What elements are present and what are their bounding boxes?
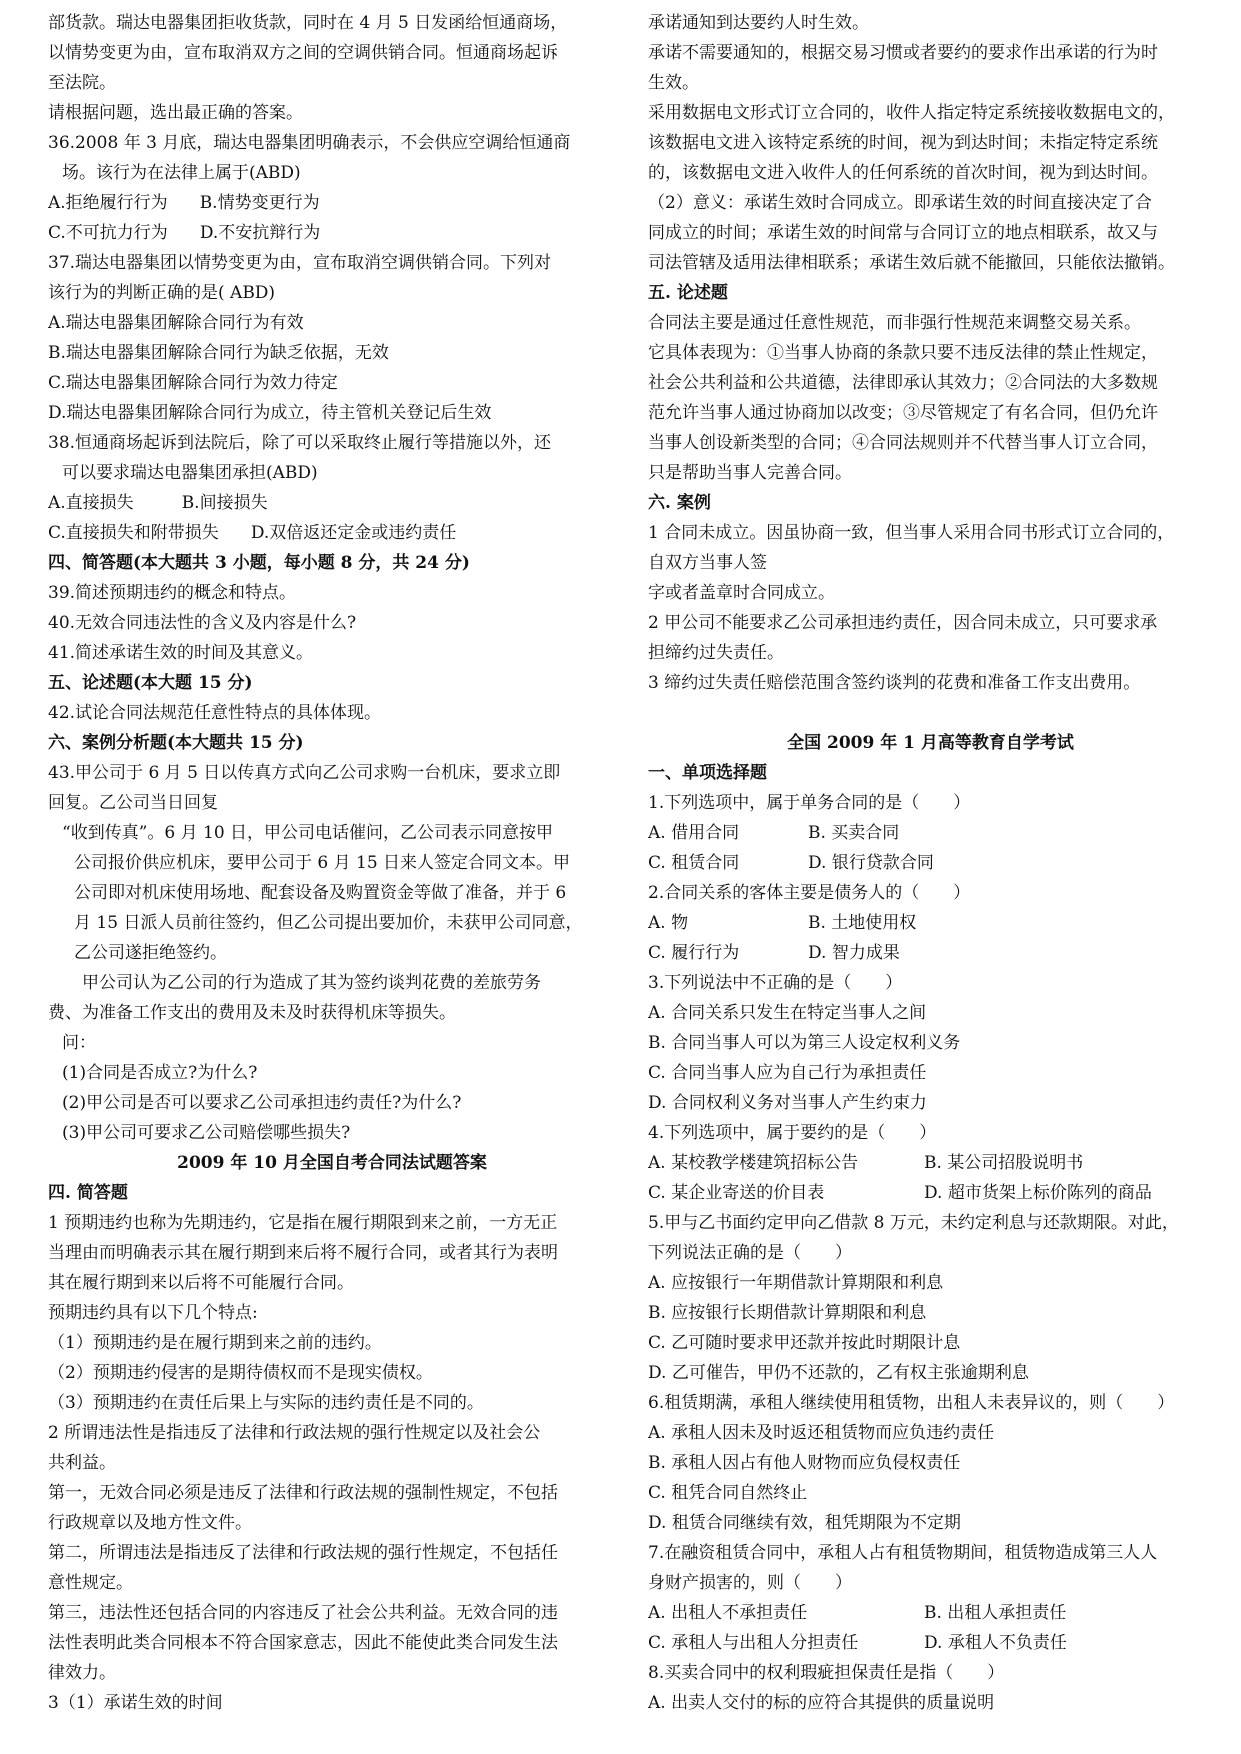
question-43: 43.甲公司于 6 月 5 日以传真方式向乙公司求购一台机床，要求立即: [48, 763, 561, 783]
option-d: D. 超市货架上标价陈列的商品: [924, 1183, 1152, 1203]
text-line: 回复。乙公司当日回复: [48, 793, 218, 813]
option-b: B. 出租人承担责任: [924, 1603, 1067, 1623]
text-line: 意性规定。: [48, 1573, 133, 1593]
text-line: 行政规章以及地方性文件。: [48, 1513, 252, 1533]
option-b: B. 某公司招股说明书: [924, 1153, 1084, 1173]
text-line: 生效。: [648, 73, 699, 93]
question-36-options-cd: [48, 218, 616, 248]
option-b: B.间接损失: [181, 493, 268, 513]
text-line: 公司报价供应机床，要甲公司于 6 月 15 日来人签定合同文本。甲: [74, 853, 571, 873]
question-41: 41.简述承诺生效的时间及其意义。: [48, 643, 314, 663]
text-line: 范允许当事人通过协商加以改变；③尽管规定了有名合同，但仍允许: [648, 403, 1158, 423]
text-line: 2 所谓违法性是指违反了法律和行政法规的强行性规定以及社会公: [48, 1423, 541, 1443]
text-line: 共利益。: [48, 1453, 116, 1473]
option-c: C. 租凭合同自然终止: [648, 1483, 808, 1503]
text-line: 至法院。: [48, 73, 116, 93]
option-c: C. 某企业寄送的价目表: [648, 1183, 825, 1203]
question-39: 39.简述预期违约的概念和特点。: [48, 583, 297, 603]
option-c: C.直接损失和附带损失: [48, 523, 219, 543]
option-a: A. 承租人因未及时返还租赁物而应负违约责任: [648, 1423, 995, 1443]
text-line: 采用数据电文形式订立合同的，收件人指定特定系统接收数据电文的，: [648, 103, 1175, 123]
text-line: （2）意义：承诺生效时合同成立。即承诺生效的时间直接决定了合: [648, 193, 1152, 213]
text-line: 的，该数据电文进入收件人的任何系统的首次时间，视为到达时间。: [648, 163, 1158, 183]
question-38-options-cd: [48, 518, 616, 548]
section-heading: 六、案例分析题(本大题共 15 分): [48, 733, 304, 753]
text-line: 承诺通知到达要约人时生效。: [648, 13, 869, 33]
question-7: 7.在融资租赁合同中，承租人占有租赁物期间，租赁物造成第三人人: [648, 1543, 1158, 1563]
text-line: （2）预期违约侵害的是期待债权而不是现实债权。: [48, 1363, 433, 1383]
option-b: B.情势变更行为: [199, 193, 320, 213]
option-a: A.瑞达电器集团解除合同行为有效: [48, 313, 304, 333]
option-c: C. 乙可随时要求甲还款并按此时期限计息: [648, 1333, 961, 1353]
right-column: [648, 8, 1213, 1718]
text-line: 自双方当事人签: [648, 553, 767, 573]
text-line: （1）预期违约是在履行期到来之前的违约。: [48, 1333, 382, 1353]
question-1-options-cd: [648, 848, 1213, 878]
question-36: 36.2008 年 3 月底，瑞达电器集团明确表示，不会供应空调给恒通商: [48, 133, 571, 153]
section-heading: 四、简答题(本大题共 3 小题，每小题 8 分，共 24 分): [48, 553, 470, 573]
question-2-options-cd: [648, 938, 1213, 968]
option-c: C. 履行行为: [648, 943, 740, 963]
section-heading: 六. 案例: [648, 493, 711, 513]
question-7-cont: 身财产损害的，则（ ）: [648, 1573, 852, 1593]
question-7-options-cd: [648, 1628, 1213, 1658]
option-a: A. 出租人不承担责任: [648, 1603, 808, 1623]
option-b: B. 承租人因占有他人财物而应负侵权责任: [648, 1453, 961, 1473]
text-line: 1 合同未成立。因虽协商一致，但当事人采用合同书形式订立合同的，: [648, 523, 1175, 543]
text-line: 部货款。瑞达电器集团拒收货款，同时在 4 月 5 日发函给恒通商场，: [48, 13, 568, 33]
text-line: 司法管辖及适用法律相联系；承诺生效后就不能撤回，只能依法撤销。: [648, 253, 1175, 273]
text-line: 该数据电文进入该特定系统的时间，视为到达时间；未指定特定系统: [648, 133, 1158, 153]
text-line: 字或者盖章时合同成立。: [648, 583, 835, 603]
text-line: 公司即对机床使用场地、配套设备及购置资金等做了准备，并于 6: [74, 883, 567, 903]
text-line: 甲公司认为乙公司的行为造成了其为签约谈判花费的差旅劳务: [82, 973, 541, 993]
text-line: 担缔约过失责任。: [648, 643, 784, 663]
text-line: 请根据问题，选出最正确的答案。: [48, 103, 303, 123]
text-line: 律效力。: [48, 1663, 116, 1683]
option-d: D. 智力成果: [808, 943, 900, 963]
text-line: 承诺不需要通知的，根据交易习惯或者要约的要求作出承诺的行为时: [648, 43, 1158, 63]
text-line: “收到传真”。6 月 10 日，甲公司电话催问，乙公司表示同意按甲: [62, 823, 554, 843]
question-6: 6.租赁期满，承租人继续使用租赁物，出租人未表异议的，则（ ）: [648, 1393, 1175, 1413]
option-a: A. 出卖人交付的标的应符合其提供的质量说明: [648, 1693, 995, 1713]
question-40: 40.无效合同违法性的含义及内容是什么?: [48, 613, 357, 633]
option-b: B. 买卖合同: [808, 823, 900, 843]
question-37-cont: 该行为的判断正确的是( ABD): [48, 283, 276, 303]
text-line: 第二，所谓违法是指违反了法律和行政法规的强行性规定，不包括任: [48, 1543, 558, 1563]
option-c: C. 租赁合同: [648, 853, 740, 873]
text-line: 其在履行期到来以后将不可能履行合同。: [48, 1273, 354, 1293]
text-line: 3 缔约过失责任赔偿范围含签约谈判的花费和准备工作支出费用。: [648, 673, 1141, 693]
text-line: 以情势变更为由，宣布取消双方之间的空调供销合同。恒通商场起诉: [48, 43, 558, 63]
text-line: 合同法主要是通过任意性规范，而非强行性规范来调整交易关系。: [648, 313, 1141, 333]
text-line: 第三，违法性还包括合同的内容违反了社会公共利益。无效合同的违: [48, 1603, 558, 1623]
option-c: C. 承租人与出租人分担责任: [648, 1633, 859, 1653]
question-item: (2)甲公司是否可以要求乙公司承担违约责任?为什么?: [62, 1093, 462, 1113]
option-d: D. 乙可催告，甲仍不还款的，乙有权主张逾期利息: [648, 1363, 1029, 1383]
question-36-cont: 场。该行为在法律上属于(ABD): [62, 163, 301, 183]
text-line: 它具体表现为：①当事人协商的条款只要不违反法律的禁止性规定，: [648, 343, 1158, 363]
question-item: (1)合同是否成立?为什么?: [62, 1063, 258, 1083]
option-d: D. 租赁合同继续有效，租凭期限为不定期: [648, 1513, 961, 1533]
question-4: 4.下列选项中，属于要约的是（ ）: [648, 1123, 937, 1143]
exam-title: 全国 2009 年 1 月高等教育自学考试: [787, 733, 1074, 753]
text-line: 当事人创设新类型的合同；④合同法规则并不代替当事人订立合同，: [648, 433, 1158, 453]
option-d: D. 承租人不负责任: [924, 1633, 1067, 1653]
question-7-options-ab: [648, 1598, 1213, 1628]
text-line: 当理由而明确表示其在履行期到来后将不履行合同，或者其行为表明: [48, 1243, 558, 1263]
question-1-options-ab: [648, 818, 1213, 848]
section-heading: 五、论述题(本大题 15 分): [48, 673, 253, 693]
answer-title: 2009 年 10 月全国自考合同法试题答案: [177, 1153, 487, 1173]
option-a: A. 物: [648, 913, 689, 933]
question-4-options-cd: [648, 1178, 1213, 1208]
option-a: A. 合同关系只发生在特定当事人之间: [648, 1003, 927, 1023]
option-c: C.不可抗力行为: [48, 223, 168, 243]
option-c: C. 合同当事人应为自己行为承担责任: [648, 1063, 927, 1083]
text-line: 问：: [62, 1033, 96, 1053]
question-2: 2.合同关系的客体主要是债务人的（ ）: [648, 883, 971, 903]
text-line: 预期违约具有以下几个特点:: [48, 1303, 258, 1323]
question-38: 38.恒通商场起诉到法院后，除了可以采取终止履行等措施以外，还: [48, 433, 552, 453]
spacer: [648, 698, 1213, 728]
question-1: 1.下列选项中，属于单务合同的是（ ）: [648, 793, 971, 813]
section-heading: 一、单项选择题: [648, 763, 767, 783]
left-column: [48, 8, 616, 1718]
option-a: A.拒绝履行行为: [48, 193, 168, 213]
option-b: B. 应按银行长期借款计算期限和利息: [648, 1303, 927, 1323]
option-d: D. 银行贷款合同: [808, 853, 934, 873]
text-line: 3（1）承诺生效的时间: [48, 1693, 223, 1713]
question-36-options-ab: [48, 188, 616, 218]
option-b: B. 土地使用权: [808, 913, 917, 933]
option-a: A. 某校教学楼建筑招标公告: [648, 1153, 859, 1173]
option-d: D.双倍返还定金或违约责任: [250, 523, 457, 543]
section-heading: 四. 简答题: [48, 1183, 128, 1203]
text-line: 同成立的时间；承诺生效的时间常与合同订立的地点相联系，故又与: [648, 223, 1158, 243]
text-line: 法性表明此类合同根本不符合国家意志，因此不能使此类合同发生法: [48, 1633, 558, 1653]
question-4-options-ab: [648, 1148, 1213, 1178]
question-2-options-ab: [648, 908, 1213, 938]
question-42: 42.试论合同法规范任意性特点的具体体现。: [48, 703, 382, 723]
option-d: D.瑞达电器集团解除合同行为成立，待主管机关登记后生效: [48, 403, 492, 423]
option-d: D.不安抗辩行为: [199, 223, 321, 243]
option-b: B. 合同当事人可以为第三人设定权利义务: [648, 1033, 961, 1053]
question-item: (3)甲公司可要求乙公司赔偿哪些损失?: [62, 1123, 351, 1143]
question-38-options-ab: [48, 488, 616, 518]
text-line: 乙公司遂拒绝签约。: [74, 943, 227, 963]
question-3: 3.下列说法中不正确的是（ ）: [648, 973, 903, 993]
text-line: 1 预期违约也称为先期违约，它是指在履行期限到来之前，一方无正: [48, 1213, 558, 1233]
option-d: D. 合同权利义务对当事人产生约束力: [648, 1093, 927, 1113]
text-line: 第一，无效合同必须是违反了法律和行政法规的强制性规定，不包括: [48, 1483, 558, 1503]
question-37: 37.瑞达电器集团以情势变更为由，宣布取消空调供销合同。下列对: [48, 253, 552, 273]
text-line: 费、为准备工作支出的费用及未及时获得机床等损失。: [48, 1003, 456, 1023]
option-a: A. 借用合同: [648, 823, 740, 843]
text-line: 2 甲公司不能要求乙公司承担违约责任，因合同未成立，只可要求承: [648, 613, 1158, 633]
option-a: A. 应按银行一年期借款计算期限和利息: [648, 1273, 944, 1293]
question-5-cont: 下列说法正确的是（ ）: [648, 1243, 852, 1263]
section-heading: 五. 论述题: [648, 283, 728, 303]
question-8: 8.买卖合同中的权利瑕疵担保责任是指（ ）: [648, 1663, 1005, 1683]
option-a: A.直接损失: [48, 493, 134, 513]
text-line: （3）预期违约在责任后果上与实际的违约责任是不同的。: [48, 1393, 484, 1413]
text-line: 社会公共利益和公共道德，法律即承认其效力；②合同法的大多数规: [648, 373, 1158, 393]
question-5: 5.甲与乙书面约定甲向乙借款 8 万元，未约定利息与还款期限。对此，: [648, 1213, 1179, 1233]
text-line: 月 15 日派人员前往签约，但乙公司提出要加价，未获甲公司同意，: [74, 913, 583, 933]
question-38-cont: 可以要求瑞达电器集团承担(ABD): [62, 463, 318, 483]
option-b: B.瑞达电器集团解除合同行为缺乏依据，无效: [48, 343, 389, 363]
text-line: 只是帮助当事人完善合同。: [648, 463, 852, 483]
option-c: C.瑞达电器集团解除合同行为效力待定: [48, 373, 338, 393]
